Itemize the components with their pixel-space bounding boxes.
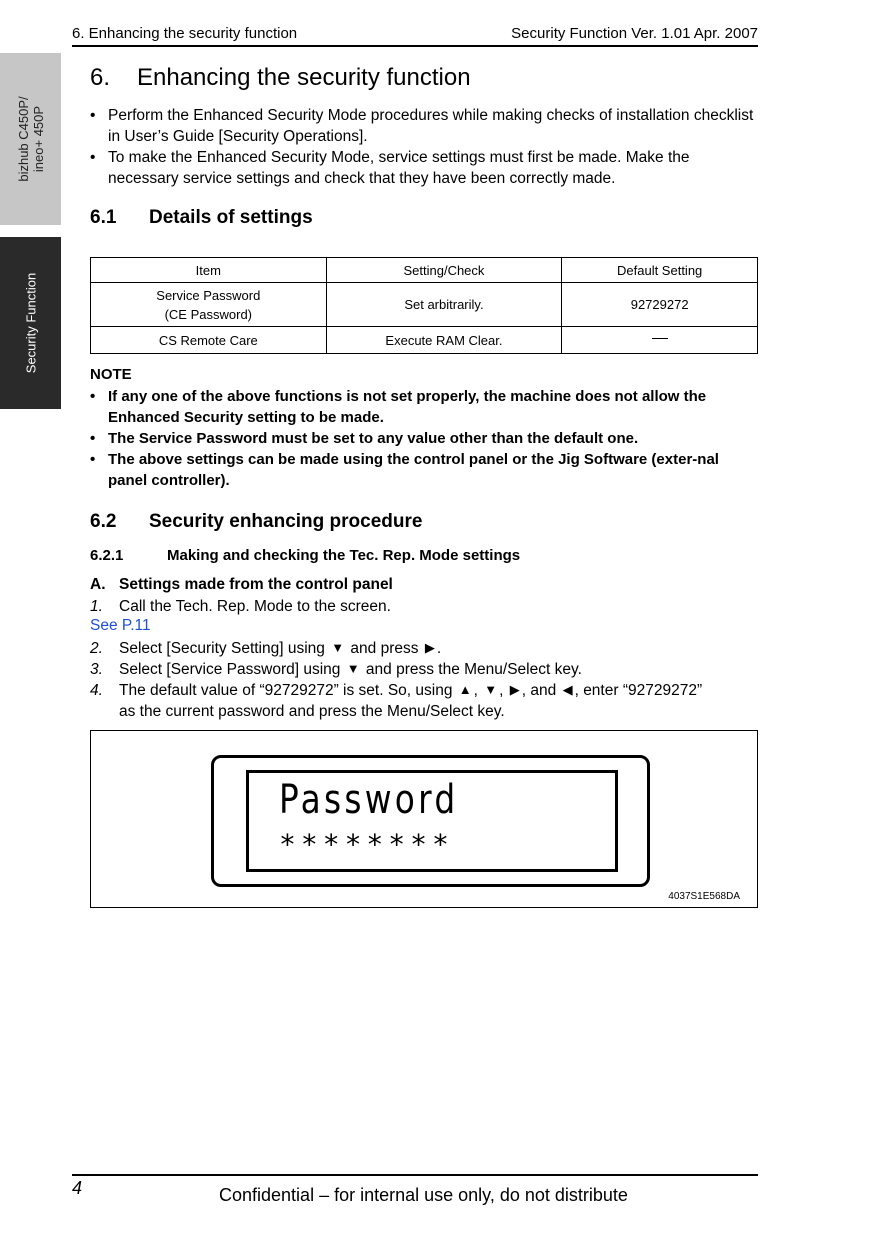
step-text: The default value of “92729272” is set. So, using xyxy=(119,682,453,699)
figure-id: 4037S1E568DA xyxy=(668,891,740,902)
settings-table xyxy=(90,257,758,354)
right-arrow-icon: ▶ xyxy=(509,682,520,697)
running-header-chapter: 6. Enhancing the security function xyxy=(72,25,298,42)
left-arrow-icon: ◀ xyxy=(562,682,573,697)
chapter-number: 6. xyxy=(90,64,111,91)
intro-bullet: • To make the Enhanced Security Mode, service settings must first be made. Make the necessary service settings and check that they have been correctly made. xyxy=(90,147,758,189)
down-arrow-icon: ▼ xyxy=(346,661,360,676)
side-tab-section xyxy=(0,237,61,409)
up-arrow-icon: ▲ xyxy=(458,682,472,697)
note-title: NOTE xyxy=(90,366,132,383)
table-cell-default: 92729272 xyxy=(562,283,758,327)
lcd-panel-frame xyxy=(211,755,650,887)
side-tab-model xyxy=(0,53,61,225)
step-text: , enter “92729272” xyxy=(574,682,703,699)
step-text: . xyxy=(436,640,442,657)
down-arrow-icon: ▼ xyxy=(484,682,498,697)
section-number: 6.2 xyxy=(90,511,117,532)
procedure-letter: A. xyxy=(90,576,106,593)
procedure-heading xyxy=(90,576,393,594)
note-item: • The above settings can be made using the control panel or the Jig Software (exter-nal panel controller). xyxy=(90,449,758,491)
step-number: 4. xyxy=(90,682,103,699)
step-text: as the current password and press the Menu/Select key. xyxy=(119,703,505,720)
table-row xyxy=(91,283,758,327)
step-list-part-1 xyxy=(90,596,758,617)
table-cell-setting: Execute RAM Clear. xyxy=(326,327,562,354)
item-line: Service Password xyxy=(156,287,261,303)
down-arrow-icon: ▼ xyxy=(331,640,345,655)
table-header-row xyxy=(91,258,758,283)
separator: , xyxy=(499,682,504,699)
intro-bullet: • Perform the Enhanced Security Mode procedures while making checks of installation checklist in User’s Guide [Security Operations]. xyxy=(90,105,758,147)
page-number: 4 xyxy=(72,1178,83,1198)
table-cell-item xyxy=(91,283,327,327)
column-header-setting: Setting/Check xyxy=(326,258,562,283)
side-tab-model-label xyxy=(16,96,46,181)
lcd-display xyxy=(246,770,618,872)
separator: , and xyxy=(521,682,557,699)
item-line: (CE Password) xyxy=(164,306,253,322)
section-title: Security enhancing procedure xyxy=(149,511,423,532)
lcd-password-label: Password xyxy=(279,777,459,823)
chapter-title xyxy=(90,64,471,92)
right-arrow-icon: ▶ xyxy=(424,640,435,655)
table-cell-item: CS Remote Care xyxy=(91,327,327,354)
step-3 xyxy=(90,659,758,680)
model-line-2: ineo+ 450P xyxy=(30,105,46,173)
chapter-title-text: Enhancing the security function xyxy=(137,64,471,91)
column-header-default: Default Setting xyxy=(562,258,758,283)
footer-rule xyxy=(72,1174,758,1176)
running-header-document: Security Function Ver. 1.01 Apr. 2007 xyxy=(511,25,758,42)
step-number: 1. xyxy=(90,598,103,615)
intro-bullet-list xyxy=(90,105,758,189)
note-item: • If any one of the above functions is not set properly, the machine does not allow the Enhanced Security setting to be made. xyxy=(90,386,758,428)
step-2 xyxy=(90,638,758,659)
table-row xyxy=(91,327,758,354)
separator: , xyxy=(473,682,478,699)
table-cell-setting: Set arbitrarily. xyxy=(326,283,562,327)
step-1 xyxy=(90,596,758,617)
section-heading-6-2 xyxy=(90,511,422,533)
step-text: Select [Service Password] using xyxy=(119,661,341,678)
step-number: 3. xyxy=(90,661,103,678)
section-number: 6.1 xyxy=(90,207,117,228)
model-line-1: bizhub C450P/ xyxy=(15,96,31,182)
subsection-title: Making and checking the Tec. Rep. Mode settings xyxy=(167,547,521,564)
step-list-part-2 xyxy=(90,638,758,722)
side-tab-section-label: Security Function xyxy=(23,272,38,374)
see-page-link[interactable]: See P.11 xyxy=(90,617,151,634)
subsection-heading-6-2-1 xyxy=(90,547,520,564)
running-header xyxy=(72,25,758,47)
lcd-password-mask: ******** xyxy=(279,828,454,861)
section-title: Details of settings xyxy=(149,207,313,228)
step-4 xyxy=(90,680,758,722)
subsection-number: 6.2.1 xyxy=(90,547,124,564)
procedure-title: Settings made from the control panel xyxy=(119,576,393,593)
column-header-item: Item xyxy=(91,258,327,283)
confidential-notice: Confidential – for internal use only, do not distribute xyxy=(219,1185,628,1205)
section-heading-6-1 xyxy=(90,207,313,229)
note-item: • The Service Password must be set to any value other than the default one. xyxy=(90,428,758,449)
step-text: Call the Tech. Rep. Mode to the screen. xyxy=(119,598,391,615)
control-panel-figure xyxy=(90,730,758,908)
dash-line xyxy=(652,338,668,339)
step-number: 2. xyxy=(90,640,103,657)
table-cell-default xyxy=(562,327,758,354)
step-text: Select [Security Setting] using xyxy=(119,640,325,657)
note-list xyxy=(90,386,758,491)
step-text: and press xyxy=(350,640,419,657)
step-text: and press the Menu/Select key. xyxy=(365,661,582,678)
